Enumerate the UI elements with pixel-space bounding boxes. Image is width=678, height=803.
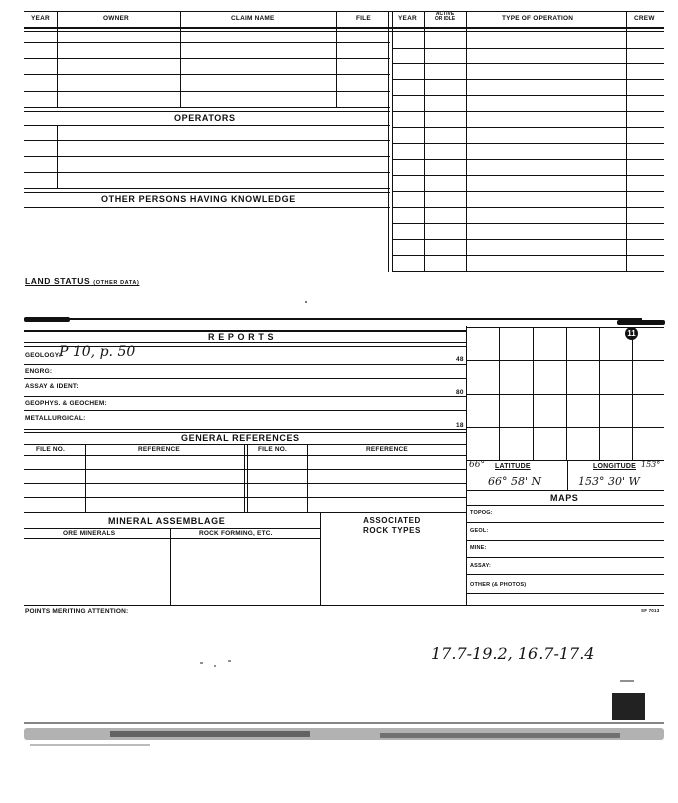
col-type-of-operation-header: TYPE OF OPERATION — [502, 15, 574, 22]
land-status-label: LAND STATUS (OTHER DATA) — [25, 276, 140, 286]
report-geophys-label: GEOPHYS. & GEOCHEM: — [25, 400, 107, 407]
maps-title: MAPS — [550, 493, 579, 503]
longitude-value: 153° 30' W — [578, 475, 640, 488]
report-assay-label: ASSAY & IDENT: — [25, 383, 79, 390]
reports-title: R E P O R T S — [208, 332, 275, 342]
general-references-title: GENERAL REFERENCES — [181, 433, 300, 443]
report-engrg-label: ENGRG: — [25, 368, 53, 375]
col-year-header: YEAR — [31, 15, 50, 22]
maps-geol: GEOL: — [470, 528, 489, 534]
maps-other: OTHER (& PHOTOS) — [470, 582, 527, 588]
lat-prefix: 66° — [469, 460, 485, 470]
rock-forming-header: ROCK FORMING, ETC. — [199, 530, 273, 537]
ore-minerals-header: ORE MINERALS — [63, 530, 116, 537]
report-geology-label: GEOLOGY: — [25, 352, 62, 359]
handwritten-note: 17.7-19.2, 16.7-17.4 — [431, 644, 595, 663]
latitude-value: 66° 58' N — [488, 475, 542, 488]
ref-file-no-header: FILE NO. — [36, 446, 66, 453]
col-year2-header: YEAR — [398, 15, 417, 22]
maps-assay: ASSAY: — [470, 563, 492, 569]
maps-topog: TOPOG: — [470, 510, 493, 516]
mineral-assemblage-title: MINERAL ASSEMBLAGE — [108, 516, 226, 526]
latitude-label: LATITUDE — [495, 463, 531, 470]
associated-rock-types-header: ASSOCIATED ROCK TYPES — [362, 516, 421, 535]
report-metallurgical-number: 18 — [456, 422, 464, 429]
lon-prefix: 153° — [641, 460, 661, 469]
points-meriting-attention: POINTS MERITING ATTENTION: — [25, 608, 129, 615]
operators-heading: OPERATORS — [174, 113, 236, 123]
report-metallurgical-label: METALLURGICAL: — [25, 415, 86, 422]
col-active-idle-header: ACTIVE OR IDLE — [434, 11, 456, 22]
col-owner-header: OWNER — [103, 15, 129, 22]
report-geology-number: 48 — [456, 356, 464, 363]
report-assay-number: 80 — [456, 389, 464, 396]
report-geology-handwritten: P 10, p. 50 — [59, 344, 136, 360]
maps-mine: MINE: — [470, 545, 487, 551]
longitude-label: LONGITUDE — [593, 463, 637, 470]
form-number: SF 7013 — [641, 608, 660, 613]
ref-file-no2-header: FILE NO. — [258, 446, 288, 453]
col-file-header: FILE — [356, 15, 371, 22]
col-crew-header: CREW — [634, 15, 655, 22]
corner-badge: 11 — [625, 327, 638, 340]
col-claim-name-header: CLAIM NAME — [231, 15, 275, 22]
other-persons-heading: OTHER PERSONS HAVING KNOWLEDGE — [101, 194, 296, 204]
ref-reference-header: REFERENCE — [138, 446, 180, 453]
ref-reference2-header: REFERENCE — [366, 446, 408, 453]
